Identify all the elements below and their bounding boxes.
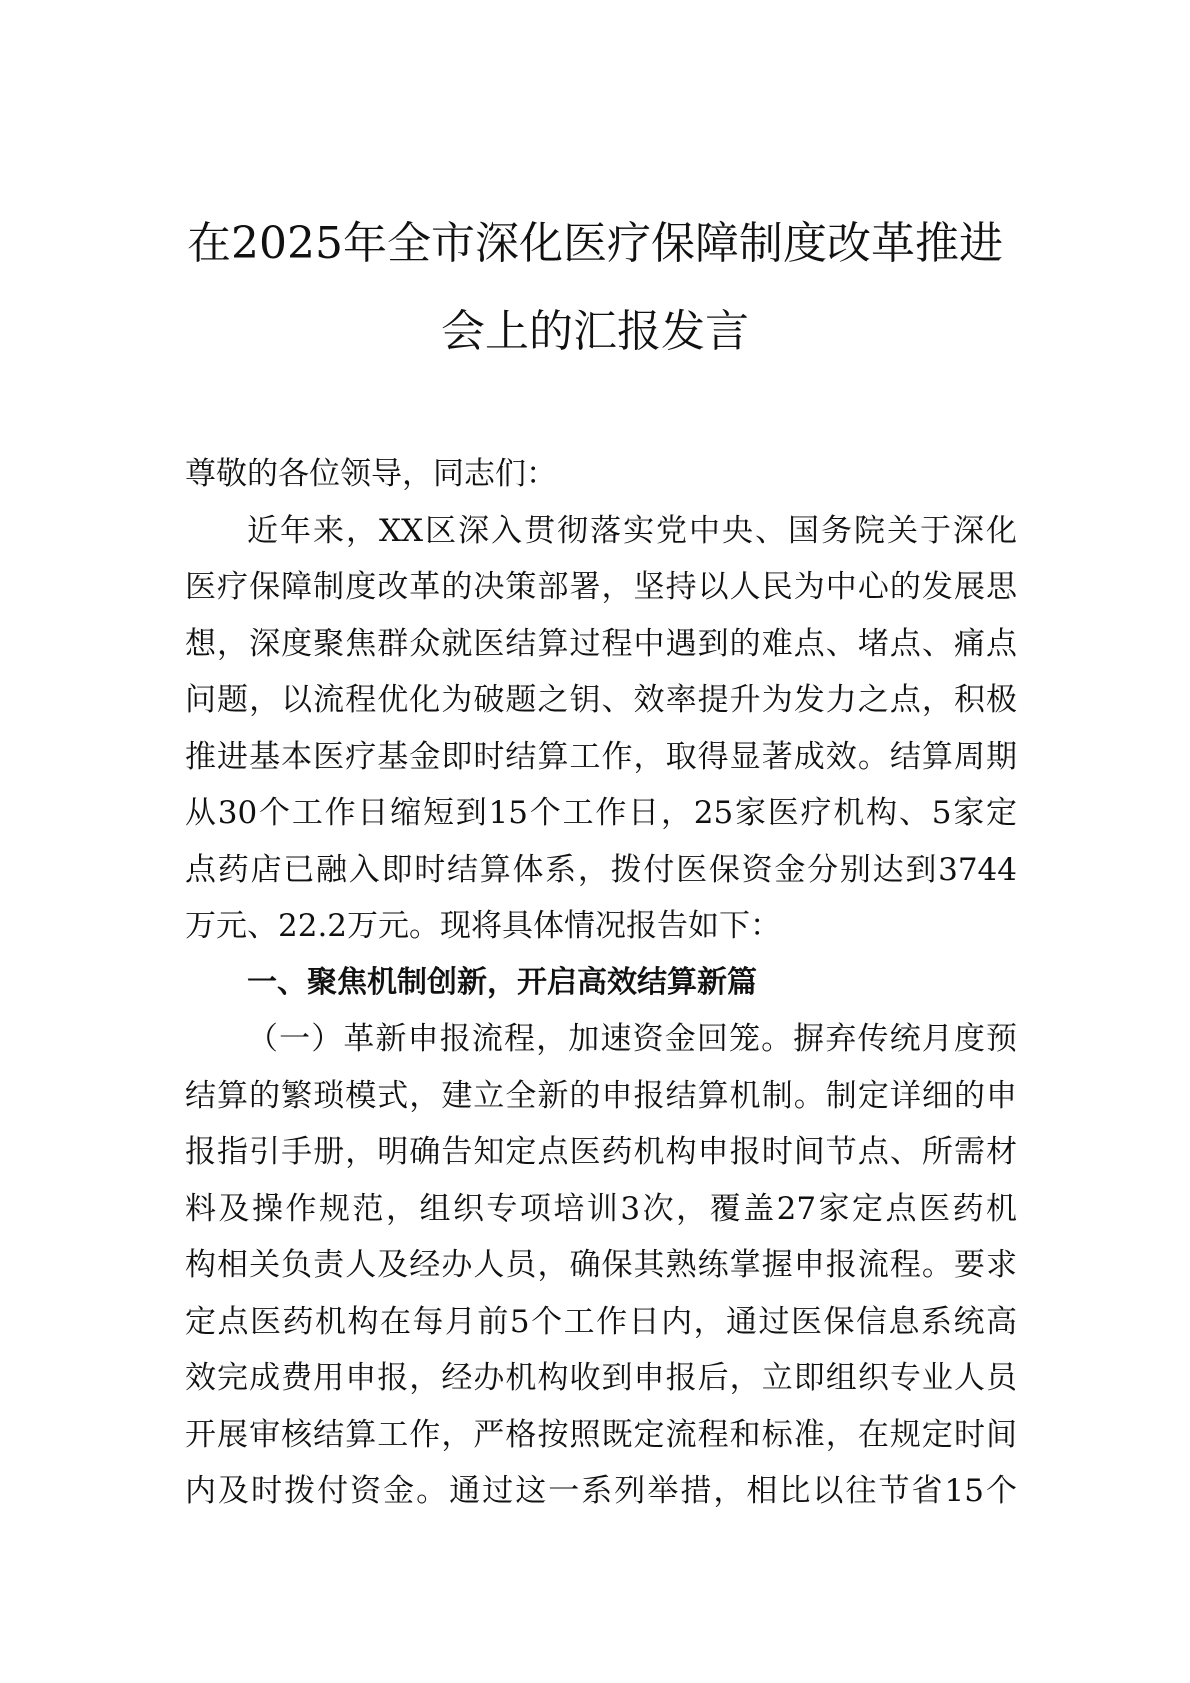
section-heading xyxy=(185,955,1017,1012)
paragraph-line: 近年来，XX区深入贯彻落实党中央、国务院关于深化 xyxy=(247,512,1017,549)
document-title xyxy=(170,200,1020,376)
salutation xyxy=(185,446,1017,503)
intro-paragraph xyxy=(185,503,1017,955)
document-body xyxy=(185,446,1017,1520)
paragraph-line: 万元、22.2万元。现将具体情况报告如下： xyxy=(185,908,782,944)
paragraph-line: 医疗保障制度改革的决策部署，坚持以人民为中心的发展思 xyxy=(185,569,1017,605)
paragraph-line: 定点医药机构在每月前5个工作日内，通过医保信息系统高 xyxy=(185,1303,1017,1340)
paragraph-line: 问题，以流程优化为破题之钥、效率提升为发力之点，积极 xyxy=(185,682,1017,718)
paragraph-line: 内及时拨付资金。通过这一系列举措，相比以往节省15个 xyxy=(185,1473,1017,1509)
paragraph-line: 推进基本医疗基金即时结算工作，取得显著成效。结算周期 xyxy=(185,738,1017,775)
paragraph-line: 报指引手册，明确告知定点医药机构申报时间节点、所需材 xyxy=(185,1134,1017,1170)
title-line: 在2025年全市深化医疗保障制度改革推进 xyxy=(187,218,1003,269)
section-paragraph xyxy=(185,1011,1017,1520)
salutation-line: 尊敬的各位领导，同志们： xyxy=(185,456,557,492)
paragraph-line: 想，深度聚焦群众就医结算过程中遇到的难点、堵点、痛点 xyxy=(185,625,1017,662)
paragraph-line: 点药店已融入即时结算体系，拨付医保资金分别达到3744 xyxy=(185,851,1017,888)
paragraph-line: （一）革新申报流程，加速资金回笼。摒弃传统月度预 xyxy=(247,1021,1017,1057)
paragraph-line: 效完成费用申报，经办机构收到申报后，立即组织专业人员 xyxy=(185,1360,1017,1396)
paragraph-line: 料及操作规范，组织专项培训3次，覆盖27家定点医药机 xyxy=(185,1190,1017,1227)
section-heading-text: 一、聚焦机制创新，开启高效结算新篇 xyxy=(247,964,757,1000)
paragraph-line: 构相关负责人及经办人员，确保其熟练掌握申报流程。要求 xyxy=(185,1247,1017,1283)
paragraph-line: 结算的繁琐模式，建立全新的申报结算机制。制定详细的申 xyxy=(185,1077,1017,1114)
title-line: 会上的汇报发言 xyxy=(441,306,749,357)
paragraph-line: 开展审核结算工作，严格按照既定流程和标准，在规定时间 xyxy=(185,1416,1017,1453)
paragraph-line: 从30个工作日缩短到15个工作日，25家医疗机构、5家定 xyxy=(185,795,1017,831)
